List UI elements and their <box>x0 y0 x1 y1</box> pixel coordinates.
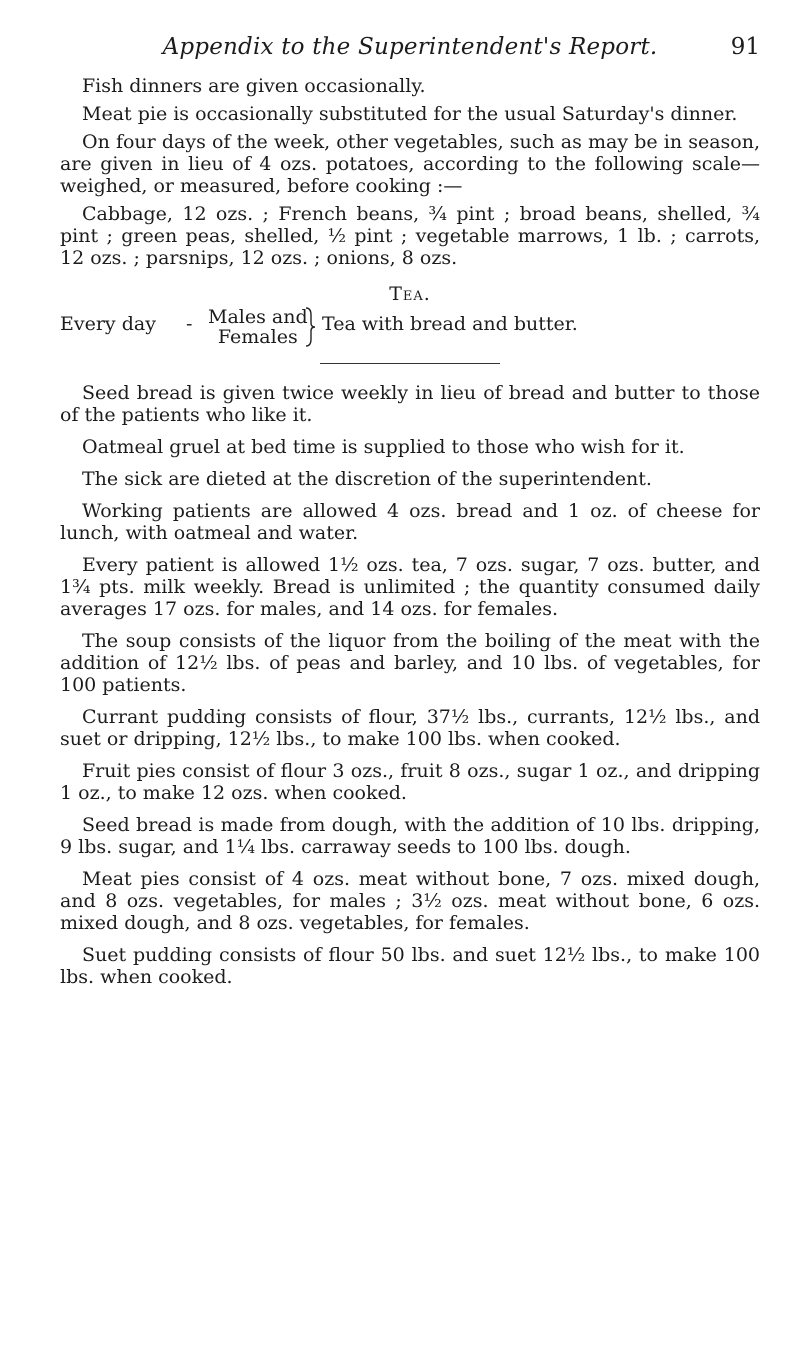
paragraph-meat-pies: Meat pies consist of 4 ozs. meat without bone, 7 ozs. mixed dough, and 8 ozs. vegetables, for males ; 3½ ozs. meat without bone, 6 ozs. mixed dough, and 8 ozs. vegetables, for females. <box>60 868 760 934</box>
tea-section <box>60 283 760 353</box>
tea-who <box>208 307 308 347</box>
right-brace-icon <box>304 307 316 347</box>
paragraph-suet-pudding: Suet pudding consists of flour 50 lbs. and suet 12½ lbs., to make 100 lbs. when cooked. <box>60 944 760 988</box>
paragraph-working-patients: Working patients are allowed 4 ozs. bread and 1 oz. of cheese for lunch, with oatmeal and water. <box>60 500 760 544</box>
running-title: Appendix to the Superintendent's Report. <box>162 34 658 60</box>
page-header <box>60 34 760 74</box>
paragraph-seed-bread-recipe: Seed bread is made from dough, with the addition of 10 lbs. dripping, 9 lbs. sugar, and 1¼ lbs. carraway seeds to 100 lbs. dough. <box>60 814 760 858</box>
paragraph-vegetable-list: Cabbage, 12 ozs. ; French beans, ¾ pint ; broad beans, shelled, ¾ pint ; green peas, shelled, ½ pint ; vegetable marrows, 1 lb. ; carrots, 12 ozs. ; parsnips, 12 ozs. ; onions, 8 ozs. <box>60 203 760 269</box>
tea-who-line2: Females <box>217 326 298 348</box>
paragraph-vegetables-scale: On four days of the week, other vegetables, such as may be in season, are given in lieu of 4 ozs. potatoes, according to the following scale—weighed, or measured, before cooking :— <box>60 131 760 197</box>
paragraph-fish-dinners: Fish dinners are given occasionally. <box>82 75 426 97</box>
paragraph-currant-pudding: Currant pudding consists of flour, 37½ lbs., currants, 12½ lbs., and suet or dripping, 12½ lbs., to make 100 lbs. when cooked. <box>60 706 760 750</box>
paragraph-sick-dieted: The sick are dieted at the discretion of the superintendent. <box>82 468 652 490</box>
paragraph-seed-bread: Seed bread is given twice weekly in lieu of bread and butter to those of the patients who like it. <box>60 382 760 426</box>
tea-row <box>60 307 760 351</box>
paragraph-oatmeal-gruel: Oatmeal gruel at bed time is supplied to those who wish for it. <box>82 436 685 458</box>
paragraph-fruit-pies: Fruit pies consist of flour 3 ozs., fruit 8 ozs., sugar 1 oz., and dripping 1 oz., to make 12 ozs. when cooked. <box>60 760 760 804</box>
section-divider <box>320 363 500 364</box>
body-text <box>60 75 760 998</box>
page-number: 91 <box>730 34 760 60</box>
tea-description: Tea with bread and butter. <box>322 313 578 335</box>
tea-heading: Tea. <box>389 283 431 305</box>
tea-day: Every day <box>60 313 156 335</box>
paragraph-meat-pie: Meat pie is occasionally substituted for the usual Saturday's dinner. <box>82 103 738 125</box>
tea-who-line1: Males and <box>208 306 308 328</box>
paragraph-soup: The soup consists of the liquor from the boiling of the meat with the addition of 12½ lbs. of peas and barley, and 10 lbs. of vegetables, for 100 patients. <box>60 630 760 696</box>
tea-dash: - <box>186 313 193 335</box>
paragraph-weekly-allowance: Every patient is allowed 1½ ozs. tea, 7 ozs. sugar, 7 ozs. butter, and 1¾ pts. milk weekly. Bread is unlimited ; the quantity consumed daily averages 17 ozs. for males, and 14 ozs. for females. <box>60 554 760 620</box>
